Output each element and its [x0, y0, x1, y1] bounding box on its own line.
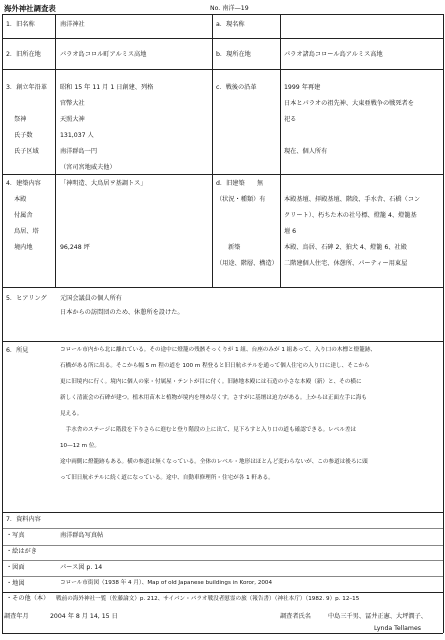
hearing-line: 日本からの訪問団のため、休憩所を設けた。 — [60, 309, 184, 316]
sublabel-deity: 祭神 — [14, 116, 27, 123]
label-postwar-history: c．戦後の沿革 — [216, 84, 257, 91]
observation-line: 石橋がある所に出る。そこから幅 5 m 程の道を 100 m 程登ると旧日航ホテルを通って個人住宅の入り口に達し、そこから — [60, 363, 370, 369]
observation-line: 10—12 m 位。 — [60, 443, 101, 449]
old-building-label: （状況・種類）有 — [216, 196, 266, 203]
label-observations: 6．所見 — [6, 347, 29, 354]
material-key-drawing: ・図面 — [6, 564, 25, 571]
postwar-line: 1999 年再建 — [284, 84, 321, 91]
value-current-location: パラオ諸島コロール島アルミス高地 — [284, 51, 383, 58]
label-current-location: b．現所在地 — [216, 51, 251, 58]
surveyors-label: 調査者氏名 — [280, 613, 311, 620]
label-materials: 7．資料内容 — [6, 516, 41, 523]
sublabel-parish-area: 氏子区域 — [14, 148, 39, 155]
form-number: No. 南洋—19 — [210, 5, 249, 12]
label-architecture: 4．建築内容 — [6, 180, 41, 187]
building-line: 壇 6 — [284, 228, 297, 235]
material-key-map: ・地図 — [6, 580, 25, 587]
new-building-label: （用途、階層、構造） — [216, 260, 278, 267]
sublabel-precinct: 境内地 — [14, 244, 33, 251]
sublabel-main-hall: 本殿 — [14, 196, 27, 203]
survey-date-label: 調査年月 — [4, 613, 29, 620]
survey-date-value: 2004 年 8 月 14, 15 日 — [50, 613, 118, 620]
surveyors-value-2: Lynda Tellames — [374, 625, 421, 632]
founding-line: 131,037 人 — [60, 132, 94, 139]
material-value-other: 戦前の海外神社一覧（佐藤論文）p. 212、サイパン・パラオ戦没者慰霊の旅（報告書）（神社本庁）（1982. 9）p. 12–15 — [56, 596, 360, 602]
surveyors-value: 中島三千男、冨井正憲、大坪潤子、 — [328, 613, 427, 620]
postwar-line: 祀る — [284, 116, 297, 123]
sublabel-parishioners: 氏子数 — [14, 132, 33, 139]
form-title: 海外神社調査表 — [4, 4, 56, 13]
value-old-location: パラオ島コロル町アルミス高地 — [60, 51, 147, 58]
observation-line: コロール市内から北に離れている。その途中に燈籠の残骸そっくりが 1 組、台座のみが 1 組あって、入り口の木標と燈籠跡、 — [60, 347, 377, 353]
founding-line: 官幣大社 — [60, 100, 85, 107]
material-key-other: ・その他（本） — [6, 595, 50, 602]
sublabel-annex: 付属舎 — [14, 212, 33, 219]
old-building-label: d．旧建築 無 — [216, 180, 264, 187]
building-line: 本殿基壇、拝殿基壇、階段、手水舎、石橋（コン — [284, 196, 421, 203]
observation-line: って旧日航ホテルに続く道になっている。途中、自動車修理所・住宅が各 1 軒ある。 — [60, 475, 274, 481]
observation-line: 手水舎のステージに階段を下りさらに進むと登り階段の上に出て、見下ろすと入り口の道も確認できる。レベル差は — [60, 427, 357, 433]
material-value-drawing: パース図 p. 14 — [60, 564, 103, 571]
label-old-name: 1．旧名称 — [6, 21, 35, 28]
label-founding: 3．創立年沿革 — [6, 84, 48, 91]
precinct-area: 96,248 坪 — [60, 244, 90, 251]
founding-line: 昭和 15 年 11 月 1 日創建、列格 — [60, 84, 154, 91]
postwar-line: 日本とパラオの祖先神、大東亜戦争の戦死者を — [284, 100, 414, 107]
material-key-photo: ・写真 — [6, 532, 25, 539]
observation-line: 更に旧境内に行く。境内に個人の家・付属屋・テントが目に付く。旧跡地本殿には石造の小さな本殿（新）と、その横に — [60, 379, 362, 385]
material-value-map: コロール市街図（1938 年 4 月）、Map of old Japanese buildings in Koror, 2004 — [60, 580, 273, 586]
material-value-photo: 南洋群島写真帖 — [60, 532, 104, 539]
new-building-label: 新築 — [228, 244, 241, 251]
observation-line: 途中両側に燈籠跡もある。横の参道は無くなっている。全体のレベル・地形はほとんど変わらないが、この参道は後ろに頭 — [60, 459, 368, 465]
postwar-line: 現在、個人所有 — [284, 148, 328, 155]
value-old-name: 南洋神社 — [60, 21, 85, 28]
founding-line: 天照大神 — [60, 116, 85, 123]
building-line: 二階建個人住宅、休憩所、パーティー用東屋 — [284, 260, 408, 267]
label-old-location: 2．旧所在地 — [6, 51, 41, 58]
founding-line: （宮司宮地威夫他） — [60, 164, 116, 171]
material-key-postcard: ・絵はがき — [6, 548, 37, 555]
building-line: クリート）、朽ちた木の社号標、燈籠 4、燈籠基 — [284, 212, 417, 219]
founding-line: 南洋群島一円 — [60, 148, 98, 155]
label-current-name: a．現名称 — [216, 21, 245, 28]
observation-line: 新しく清流会の石碑が建つ。植木用苗木と植物が境内を埋め尽くす。さすがに基壇は迫力がある。上からは正面左手に海も — [60, 395, 367, 401]
label-hearing: 5．ヒアリング — [6, 295, 47, 302]
architecture-style: 「神明造、大鳥居ヲ基調トス」 — [60, 180, 147, 187]
sublabel-torii: 鳥居、塔 — [14, 228, 39, 235]
observation-line: 見える。 — [60, 411, 83, 417]
hearing-line: 元国会議員の個人所有 — [60, 295, 122, 302]
building-line: 本殿、鳥居、石碑 2、狛犬 4、燈籠 6、社殿 — [284, 244, 407, 251]
